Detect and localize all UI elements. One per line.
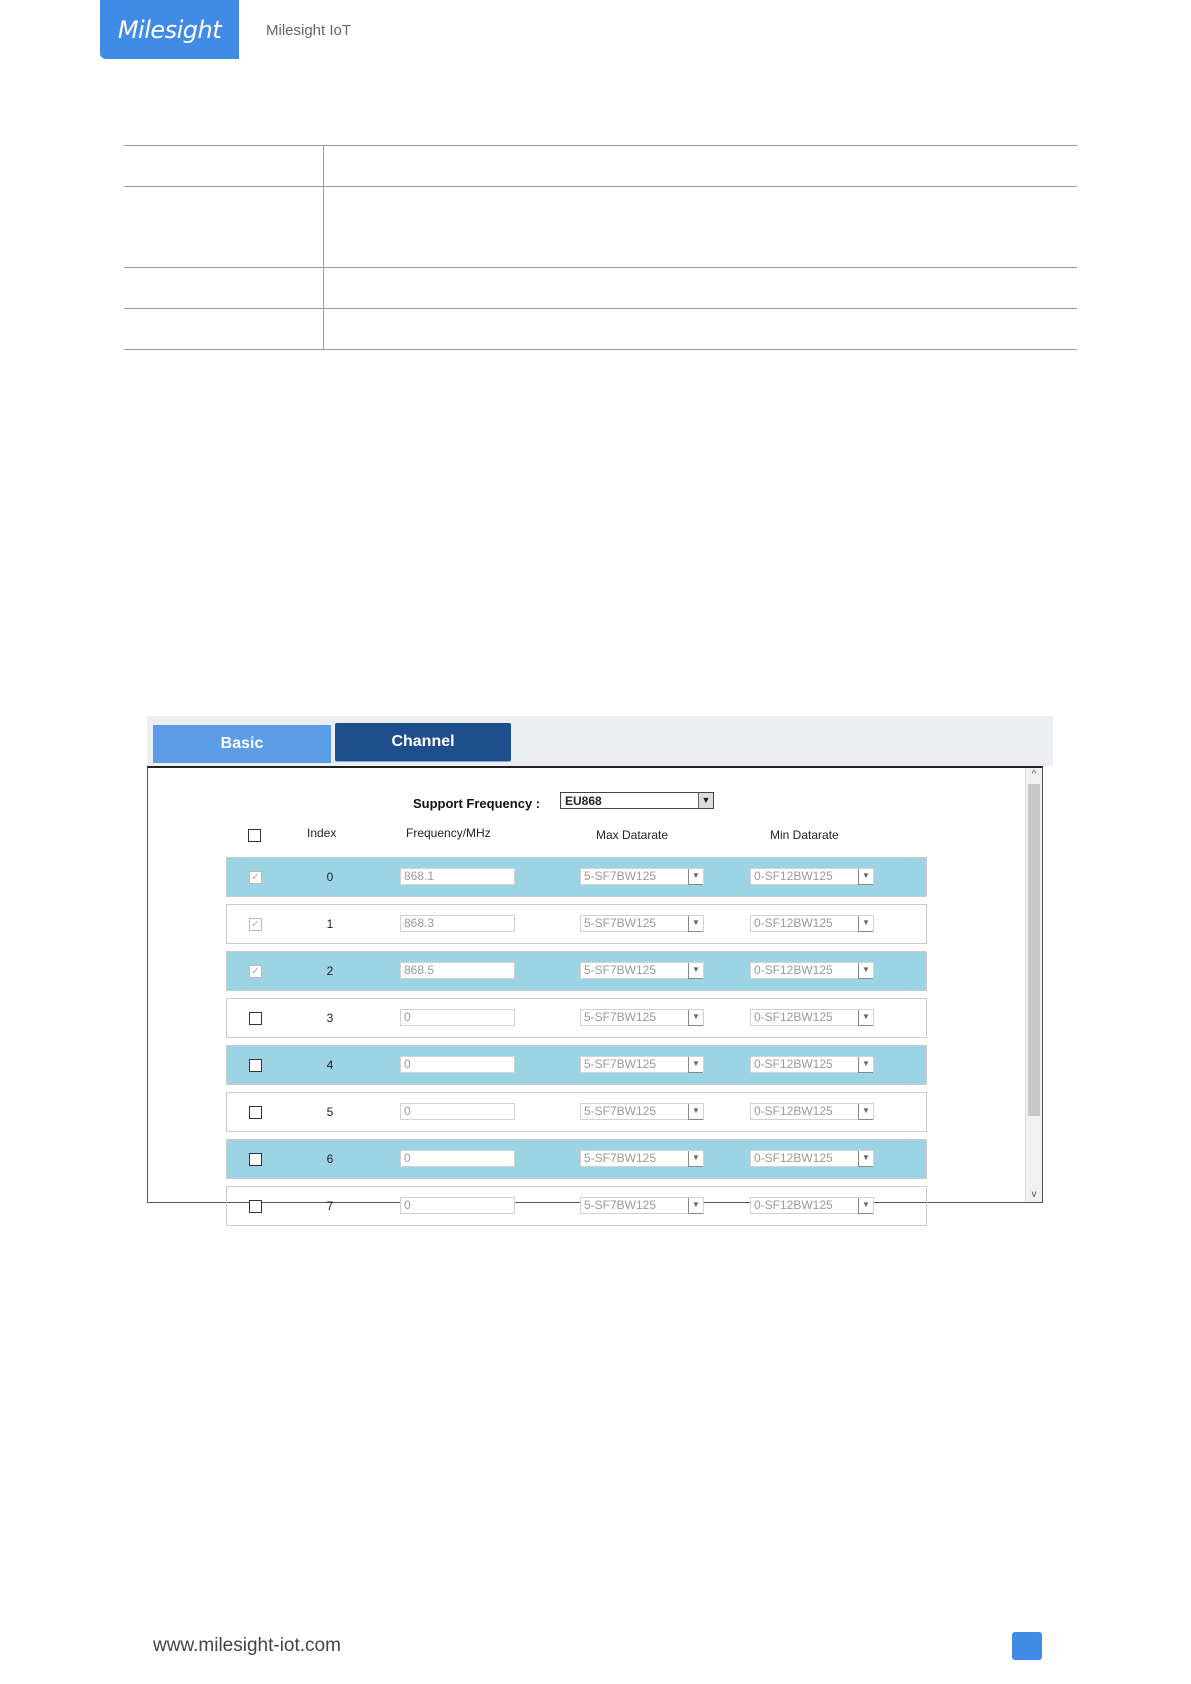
max-datarate-value: 5-SF7BW125 <box>584 869 657 883</box>
chevron-down-icon[interactable]: ▼ <box>688 916 703 932</box>
table-row <box>226 1092 927 1132</box>
channel-index: 7 <box>326 1199 334 1213</box>
tab-bar <box>147 716 1053 766</box>
max-datarate-select[interactable] <box>580 1150 704 1167</box>
channel-index: 6 <box>326 1152 334 1166</box>
parameter-table <box>124 145 1077 350</box>
scroll-down-icon[interactable]: v <box>1031 1189 1037 1200</box>
select-all-checkbox[interactable] <box>248 829 261 842</box>
min-datarate-value: 0-SF12BW125 <box>754 1057 833 1071</box>
max-datarate-select[interactable] <box>580 962 704 979</box>
max-datarate-value: 5-SF7BW125 <box>584 1010 657 1024</box>
support-frequency-select[interactable] <box>560 792 714 809</box>
table-row <box>124 268 1077 309</box>
table-row <box>226 1045 927 1085</box>
table-row <box>226 857 927 897</box>
header-index: Index <box>307 826 337 840</box>
chevron-down-icon[interactable]: ▼ <box>688 1151 703 1167</box>
channel-panel <box>147 766 1043 1213</box>
channel-settings-screenshot <box>147 716 1053 1213</box>
table-row <box>226 904 927 944</box>
table-row <box>226 951 927 991</box>
max-datarate-value: 5-SF7BW125 <box>584 1104 657 1118</box>
frequency-input[interactable]: 0 <box>400 1009 515 1026</box>
channel-index: 0 <box>326 870 334 884</box>
channel-enable-checkbox[interactable]: ✓ <box>249 965 262 978</box>
chevron-down-icon[interactable]: ▼ <box>698 793 713 808</box>
footer-url[interactable]: www.milesight-iot.com <box>153 1635 341 1656</box>
frequency-input[interactable]: 868.1 <box>400 868 515 885</box>
chevron-down-icon[interactable]: ▼ <box>688 963 703 979</box>
channel-index: 2 <box>326 964 334 978</box>
header-min-datarate: Min Datarate <box>770 828 839 842</box>
min-datarate-value: 0-SF12BW125 <box>754 1104 833 1118</box>
min-datarate-select[interactable] <box>750 915 874 932</box>
support-frequency-label: Support Frequency : <box>413 796 541 811</box>
brand-name: Milesight IoT <box>266 22 352 39</box>
min-datarate-value: 0-SF12BW125 <box>754 1010 833 1024</box>
frequency-input[interactable]: 0 <box>400 1150 515 1167</box>
chevron-down-icon[interactable]: ▼ <box>688 869 703 885</box>
frequency-input[interactable]: 0 <box>400 1197 515 1214</box>
tab-basic[interactable]: Basic <box>153 725 331 763</box>
logo <box>100 0 239 59</box>
scroll-thumb[interactable] <box>1028 784 1040 1116</box>
channel-enable-checkbox[interactable] <box>249 1012 262 1025</box>
min-datarate-value: 0-SF12BW125 <box>754 869 833 883</box>
max-datarate-select[interactable] <box>580 1103 704 1120</box>
chevron-down-icon[interactable]: ▼ <box>858 1151 873 1167</box>
max-datarate-value: 5-SF7BW125 <box>584 1198 657 1212</box>
table-row <box>226 998 927 1038</box>
channel-enable-checkbox[interactable]: ✓ <box>249 918 262 931</box>
min-datarate-select[interactable] <box>750 962 874 979</box>
frequency-input[interactable]: 868.3 <box>400 915 515 932</box>
chevron-down-icon[interactable]: ▼ <box>858 1104 873 1120</box>
chevron-down-icon[interactable]: ▼ <box>858 963 873 979</box>
chevron-down-icon[interactable]: ▼ <box>858 1057 873 1073</box>
min-datarate-value: 0-SF12BW125 <box>754 963 833 977</box>
table-row <box>124 309 1077 350</box>
channel-enable-checkbox[interactable] <box>249 1059 262 1072</box>
min-datarate-select[interactable] <box>750 1103 874 1120</box>
channel-index: 1 <box>326 917 334 931</box>
chevron-down-icon[interactable]: ▼ <box>688 1057 703 1073</box>
min-datarate-value: 0-SF12BW125 <box>754 1151 833 1165</box>
min-datarate-select[interactable] <box>750 1009 874 1026</box>
table-row <box>124 146 1077 187</box>
chevron-down-icon[interactable]: ▼ <box>688 1010 703 1026</box>
channel-index: 5 <box>326 1105 334 1119</box>
frequency-input[interactable]: 0 <box>400 1056 515 1073</box>
max-datarate-value: 5-SF7BW125 <box>584 1151 657 1165</box>
channel-index: 3 <box>326 1011 334 1025</box>
max-datarate-select[interactable] <box>580 915 704 932</box>
header-max-datarate: Max Datarate <box>596 828 669 842</box>
max-datarate-select[interactable] <box>580 1056 704 1073</box>
header-frequency: Frequency/MHz <box>406 826 491 840</box>
table-row <box>124 187 1077 268</box>
tab-channel[interactable]: Channel <box>335 723 511 761</box>
min-datarate-select[interactable] <box>750 1056 874 1073</box>
channel-enable-checkbox[interactable]: ✓ <box>249 871 262 884</box>
min-datarate-value: 0-SF12BW125 <box>754 1198 833 1212</box>
table-row <box>226 1139 927 1179</box>
support-frequency-value: EU868 <box>565 794 602 808</box>
min-datarate-select[interactable] <box>750 868 874 885</box>
chevron-down-icon[interactable]: ▼ <box>688 1104 703 1120</box>
min-datarate-select[interactable] <box>750 1150 874 1167</box>
chevron-down-icon[interactable]: ▼ <box>858 916 873 932</box>
table-row <box>226 1186 927 1226</box>
max-datarate-select[interactable] <box>580 868 704 885</box>
chevron-down-icon[interactable]: ▼ <box>858 869 873 885</box>
frequency-input[interactable]: 0 <box>400 1103 515 1120</box>
chevron-down-icon[interactable]: ▼ <box>858 1198 873 1214</box>
scroll-up-icon[interactable]: ^ <box>1031 769 1037 780</box>
chevron-down-icon[interactable]: ▼ <box>858 1010 873 1026</box>
max-datarate-value: 5-SF7BW125 <box>584 963 657 977</box>
channel-enable-checkbox[interactable] <box>249 1200 262 1213</box>
max-datarate-select[interactable] <box>580 1197 704 1214</box>
logo-text: Milesight <box>117 15 222 44</box>
min-datarate-value: 0-SF12BW125 <box>754 916 833 930</box>
frequency-input[interactable]: 868.5 <box>400 962 515 979</box>
page-number-badge <box>1012 1632 1042 1660</box>
min-datarate-select[interactable] <box>750 1197 874 1214</box>
channel-index: 4 <box>326 1058 334 1072</box>
max-datarate-value: 5-SF7BW125 <box>584 1057 657 1071</box>
channel-enable-checkbox[interactable] <box>249 1153 262 1166</box>
chevron-down-icon[interactable]: ▼ <box>688 1198 703 1214</box>
max-datarate-select[interactable] <box>580 1009 704 1026</box>
vertical-scrollbar[interactable] <box>1025 768 1042 1202</box>
channel-enable-checkbox[interactable] <box>249 1106 262 1119</box>
max-datarate-value: 5-SF7BW125 <box>584 916 657 930</box>
